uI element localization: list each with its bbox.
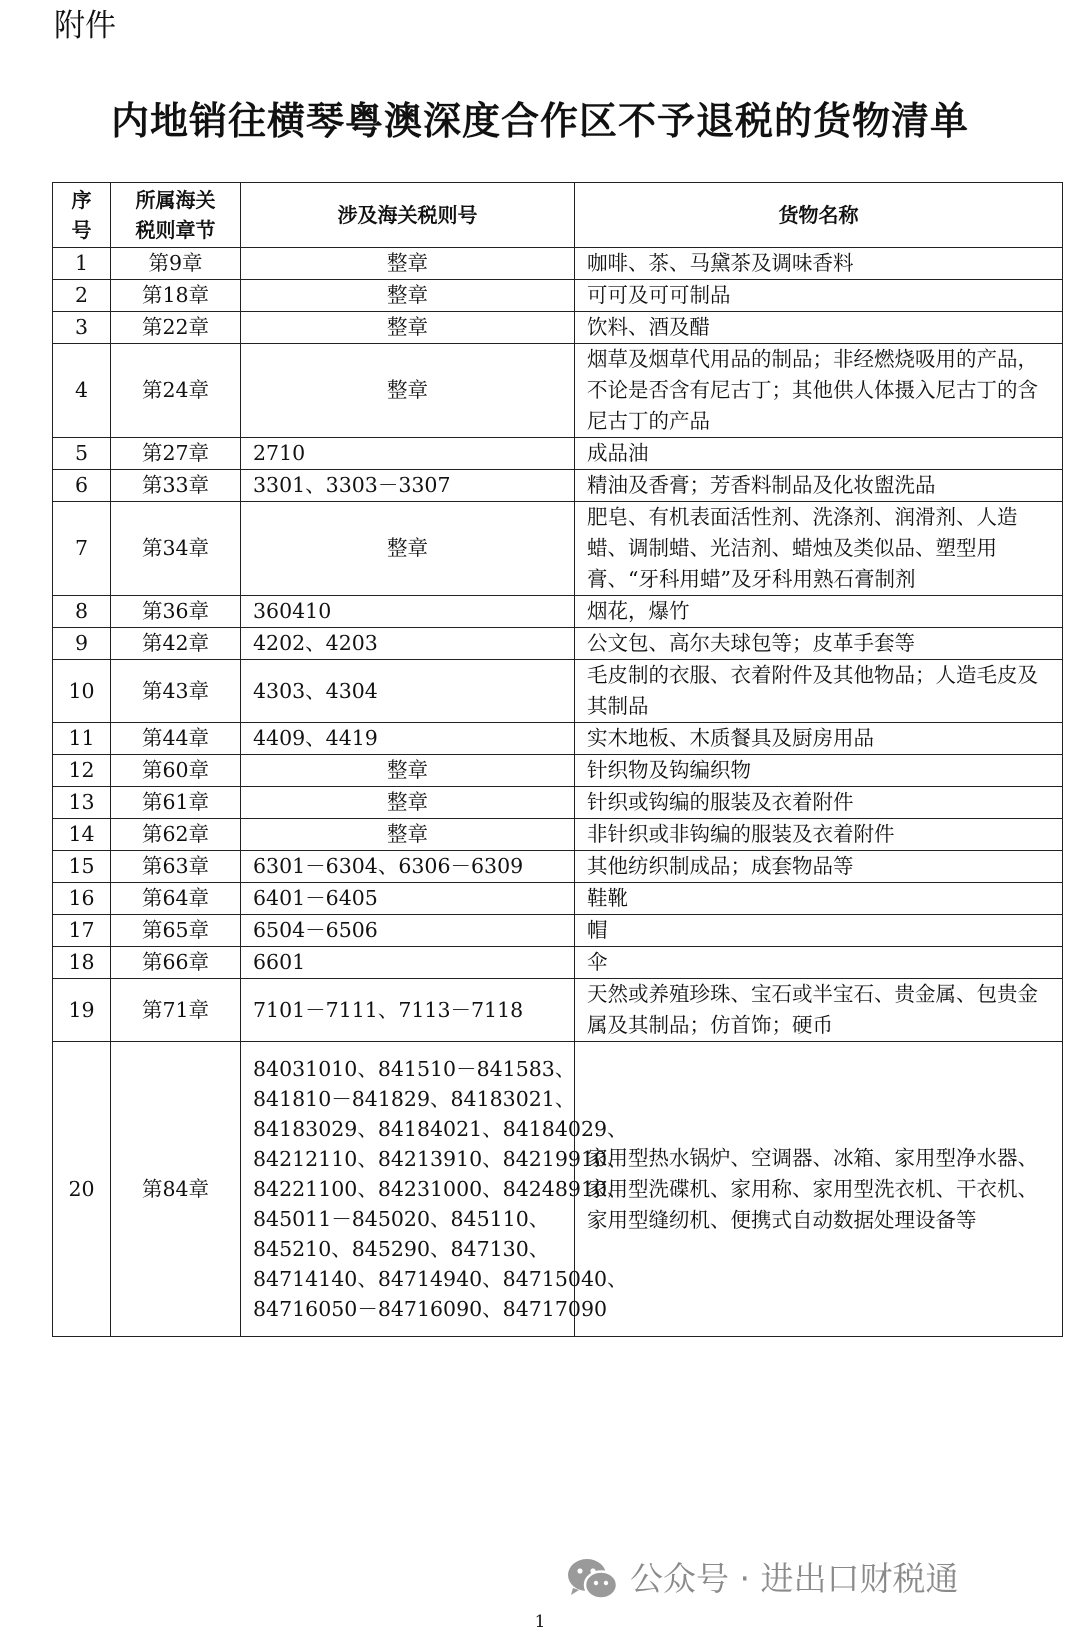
row-chapter: 第27章: [111, 438, 241, 470]
table-row: [53, 883, 1063, 915]
row-codes: [241, 755, 575, 787]
table-header-row: [53, 183, 1063, 248]
row-seq: 18: [53, 947, 111, 979]
code-line: 84212110、84213910、84219910、: [253, 1147, 628, 1171]
code-line: 整章: [387, 822, 428, 846]
table-row: [53, 787, 1063, 819]
table-row: [53, 628, 1063, 660]
row-seq: 12: [53, 755, 111, 787]
row-goods: 饮料、酒及醋: [575, 312, 1063, 344]
row-codes: [241, 438, 575, 470]
row-seq: 16: [53, 883, 111, 915]
row-chapter: 第63章: [111, 851, 241, 883]
row-goods: 成品油: [575, 438, 1063, 470]
row-goods: 帽: [575, 915, 1063, 947]
header-seq-label: 序 号: [71, 188, 92, 242]
row-seq: 9: [53, 628, 111, 660]
code-line: 4303、4304: [253, 678, 378, 703]
row-chapter: 第22章: [111, 312, 241, 344]
table-row: [53, 947, 1063, 979]
row-seq: 8: [53, 596, 111, 628]
row-seq: 6: [53, 470, 111, 502]
row-chapter: 第44章: [111, 723, 241, 755]
row-codes: [241, 851, 575, 883]
row-goods: 伞: [575, 947, 1063, 979]
goods-table-container: [52, 182, 1062, 1337]
row-codes: [241, 596, 575, 628]
row-goods: 家用型热水锅炉、空调器、冰箱、家用型净水器、家用型洗碟机、家用称、家用型洗衣机、干衣机、家用型缝纫机、便携式自动数据处理设备等: [575, 1042, 1063, 1337]
row-goods: 肥皂、有机表面活性剂、洗涤剂、润滑剂、人造蜡、调制蜡、光洁剂、蜡烛及类似品、塑型用膏、“牙科用蜡”及牙科用熟石膏制剂: [575, 502, 1063, 596]
row-seq: 17: [53, 915, 111, 947]
row-chapter: 第71章: [111, 979, 241, 1042]
header-goods-label: 货物名称: [778, 203, 859, 227]
code-line: 84714140、84714940、84715040、: [253, 1267, 628, 1291]
page-number: 1: [534, 1612, 546, 1632]
row-codes: [241, 1042, 628, 1337]
row-seq: 3: [53, 312, 111, 344]
code-line: 整章: [387, 315, 428, 339]
row-chapter: 第64章: [111, 883, 241, 915]
code-line: 整章: [387, 283, 428, 307]
header-chapter: [111, 183, 241, 248]
row-codes: [241, 819, 575, 851]
row-goods: 公文包、高尔夫球包等；皮革手套等: [575, 628, 1063, 660]
code-line: 3301、3303－3307: [253, 473, 451, 497]
row-goods: 咖啡、茶、马黛茶及调味香料: [575, 248, 1063, 280]
table-row: [53, 502, 1063, 596]
row-seq: 1: [53, 248, 111, 280]
code-line: 整章: [387, 251, 428, 275]
row-goods: 非针织或非钩编的服装及衣着附件: [575, 819, 1063, 851]
row-seq: 2: [53, 280, 111, 312]
row-goods: 精油及香膏；芳香料制品及化妆盥洗品: [575, 470, 1063, 502]
row-chapter: 第42章: [111, 628, 241, 660]
table-row: [53, 660, 1063, 723]
row-codes: [241, 787, 575, 819]
row-chapter: 第18章: [111, 280, 241, 312]
code-line: 6401－6405: [253, 886, 378, 910]
table-row: [53, 979, 1063, 1042]
row-seq: 20: [53, 1042, 111, 1337]
table-row: [53, 248, 1063, 280]
code-line: 整章: [387, 758, 428, 782]
watermark-text: 公众号 · 进出口财税通: [630, 1559, 959, 1598]
row-chapter: 第62章: [111, 819, 241, 851]
table-row: [53, 723, 1063, 755]
row-goods: 鞋靴: [575, 883, 1063, 915]
table-row: [53, 438, 1063, 470]
header-chapter-label: 所属海关 税则章节: [135, 188, 216, 242]
row-codes: [241, 502, 575, 596]
table-row: [53, 312, 1063, 344]
row-codes: [241, 470, 575, 502]
document-title: 内地销往横琴粤澳深度合作区不予退税的货物清单: [110, 99, 969, 143]
row-goods: 天然或养殖珍珠、宝石或半宝石、贵金属、包贵金属及其制品；仿首饰；硬币: [575, 979, 1063, 1042]
attachment-label: 附件: [54, 8, 116, 44]
code-line: 整章: [387, 790, 428, 814]
code-line: 84183029、84184021、84184029、: [253, 1117, 628, 1141]
table-row: [53, 596, 1063, 628]
row-goods: 烟花，爆竹: [575, 596, 1063, 628]
code-line: 6601: [253, 950, 306, 974]
code-line: 整章: [387, 536, 428, 560]
row-goods: 烟草及烟草代用品的制品；非经燃烧吸用的产品，不论是否含有尼古丁；其他供人体摄入尼古丁的含尼古丁的产品: [575, 344, 1063, 438]
header-seq: [53, 183, 111, 248]
header-codes: [241, 183, 575, 248]
row-goods: 针织物及钩编织物: [575, 755, 1063, 787]
row-codes: [241, 280, 575, 312]
table-row: [53, 915, 1063, 947]
row-seq: 11: [53, 723, 111, 755]
row-chapter: 第84章: [111, 1042, 241, 1337]
code-line: 84221100、84231000、84248910、: [253, 1177, 628, 1201]
code-line: 84716050－84716090、84717090: [253, 1297, 608, 1321]
row-goods: 针织或钩编的服装及衣着附件: [575, 787, 1063, 819]
row-codes: [241, 248, 575, 280]
row-chapter: 第33章: [111, 470, 241, 502]
code-line: 7101－7111、7113－7118: [253, 997, 524, 1022]
table-row: [53, 851, 1063, 883]
row-chapter: 第9章: [111, 248, 241, 280]
row-chapter: 第65章: [111, 915, 241, 947]
row-goods: 实木地板、木质餐具及厨房用品: [575, 723, 1063, 755]
goods-table: [52, 182, 1063, 1337]
row-chapter: 第60章: [111, 755, 241, 787]
row-seq: 5: [53, 438, 111, 470]
row-chapter: 第34章: [111, 502, 241, 596]
row-seq: 19: [53, 979, 111, 1042]
row-codes: [241, 915, 575, 947]
row-codes: [241, 883, 575, 915]
wechat-icon: [565, 1555, 621, 1603]
row-seq: 4: [53, 344, 111, 438]
header-goods: [575, 183, 1063, 248]
code-line: 整章: [387, 378, 428, 402]
code-line: 845210、845290、847130、: [253, 1237, 550, 1261]
row-codes: [241, 312, 575, 344]
table-row: [53, 819, 1063, 851]
row-codes: [241, 660, 575, 723]
row-seq: 13: [53, 787, 111, 819]
code-line: 6301－6304、6306－6309: [253, 854, 524, 878]
header-codes-label: 涉及海关税则号: [337, 203, 478, 227]
table-body: [53, 248, 1063, 1337]
row-goods: 可可及可可制品: [575, 280, 1063, 312]
row-seq: 14: [53, 819, 111, 851]
row-codes: [241, 723, 575, 755]
code-line: 6504－6506: [253, 918, 378, 942]
row-codes: [241, 344, 575, 438]
row-seq: 10: [53, 660, 111, 723]
table-row: [53, 470, 1063, 502]
code-line: 84031010、841510－841583、: [253, 1057, 576, 1081]
code-line: 360410: [253, 599, 332, 623]
table-row: [53, 755, 1063, 787]
code-line: 845011－845020、845110、: [253, 1207, 550, 1231]
row-chapter: 第36章: [111, 596, 241, 628]
table-row: [53, 344, 1063, 438]
table-row: [53, 1042, 1063, 1337]
row-codes: [241, 979, 575, 1042]
row-seq: 15: [53, 851, 111, 883]
row-codes: [241, 947, 575, 979]
code-line: 841810－841829、84183021、: [253, 1087, 576, 1111]
row-chapter: 第61章: [111, 787, 241, 819]
row-chapter: 第24章: [111, 344, 241, 438]
row-codes: [241, 628, 575, 660]
row-chapter: 第66章: [111, 947, 241, 979]
row-chapter: 第43章: [111, 660, 241, 723]
row-goods: 毛皮制的衣服、衣着附件及其他物品；人造毛皮及其制品: [575, 660, 1063, 723]
code-line: 4202、4203: [253, 631, 378, 655]
code-line: 4409、4419: [253, 726, 378, 750]
row-goods: 其他纺织制成品；成套物品等: [575, 851, 1063, 883]
table-row: [53, 280, 1063, 312]
code-line: 2710: [253, 441, 306, 465]
row-seq: 7: [53, 502, 111, 596]
